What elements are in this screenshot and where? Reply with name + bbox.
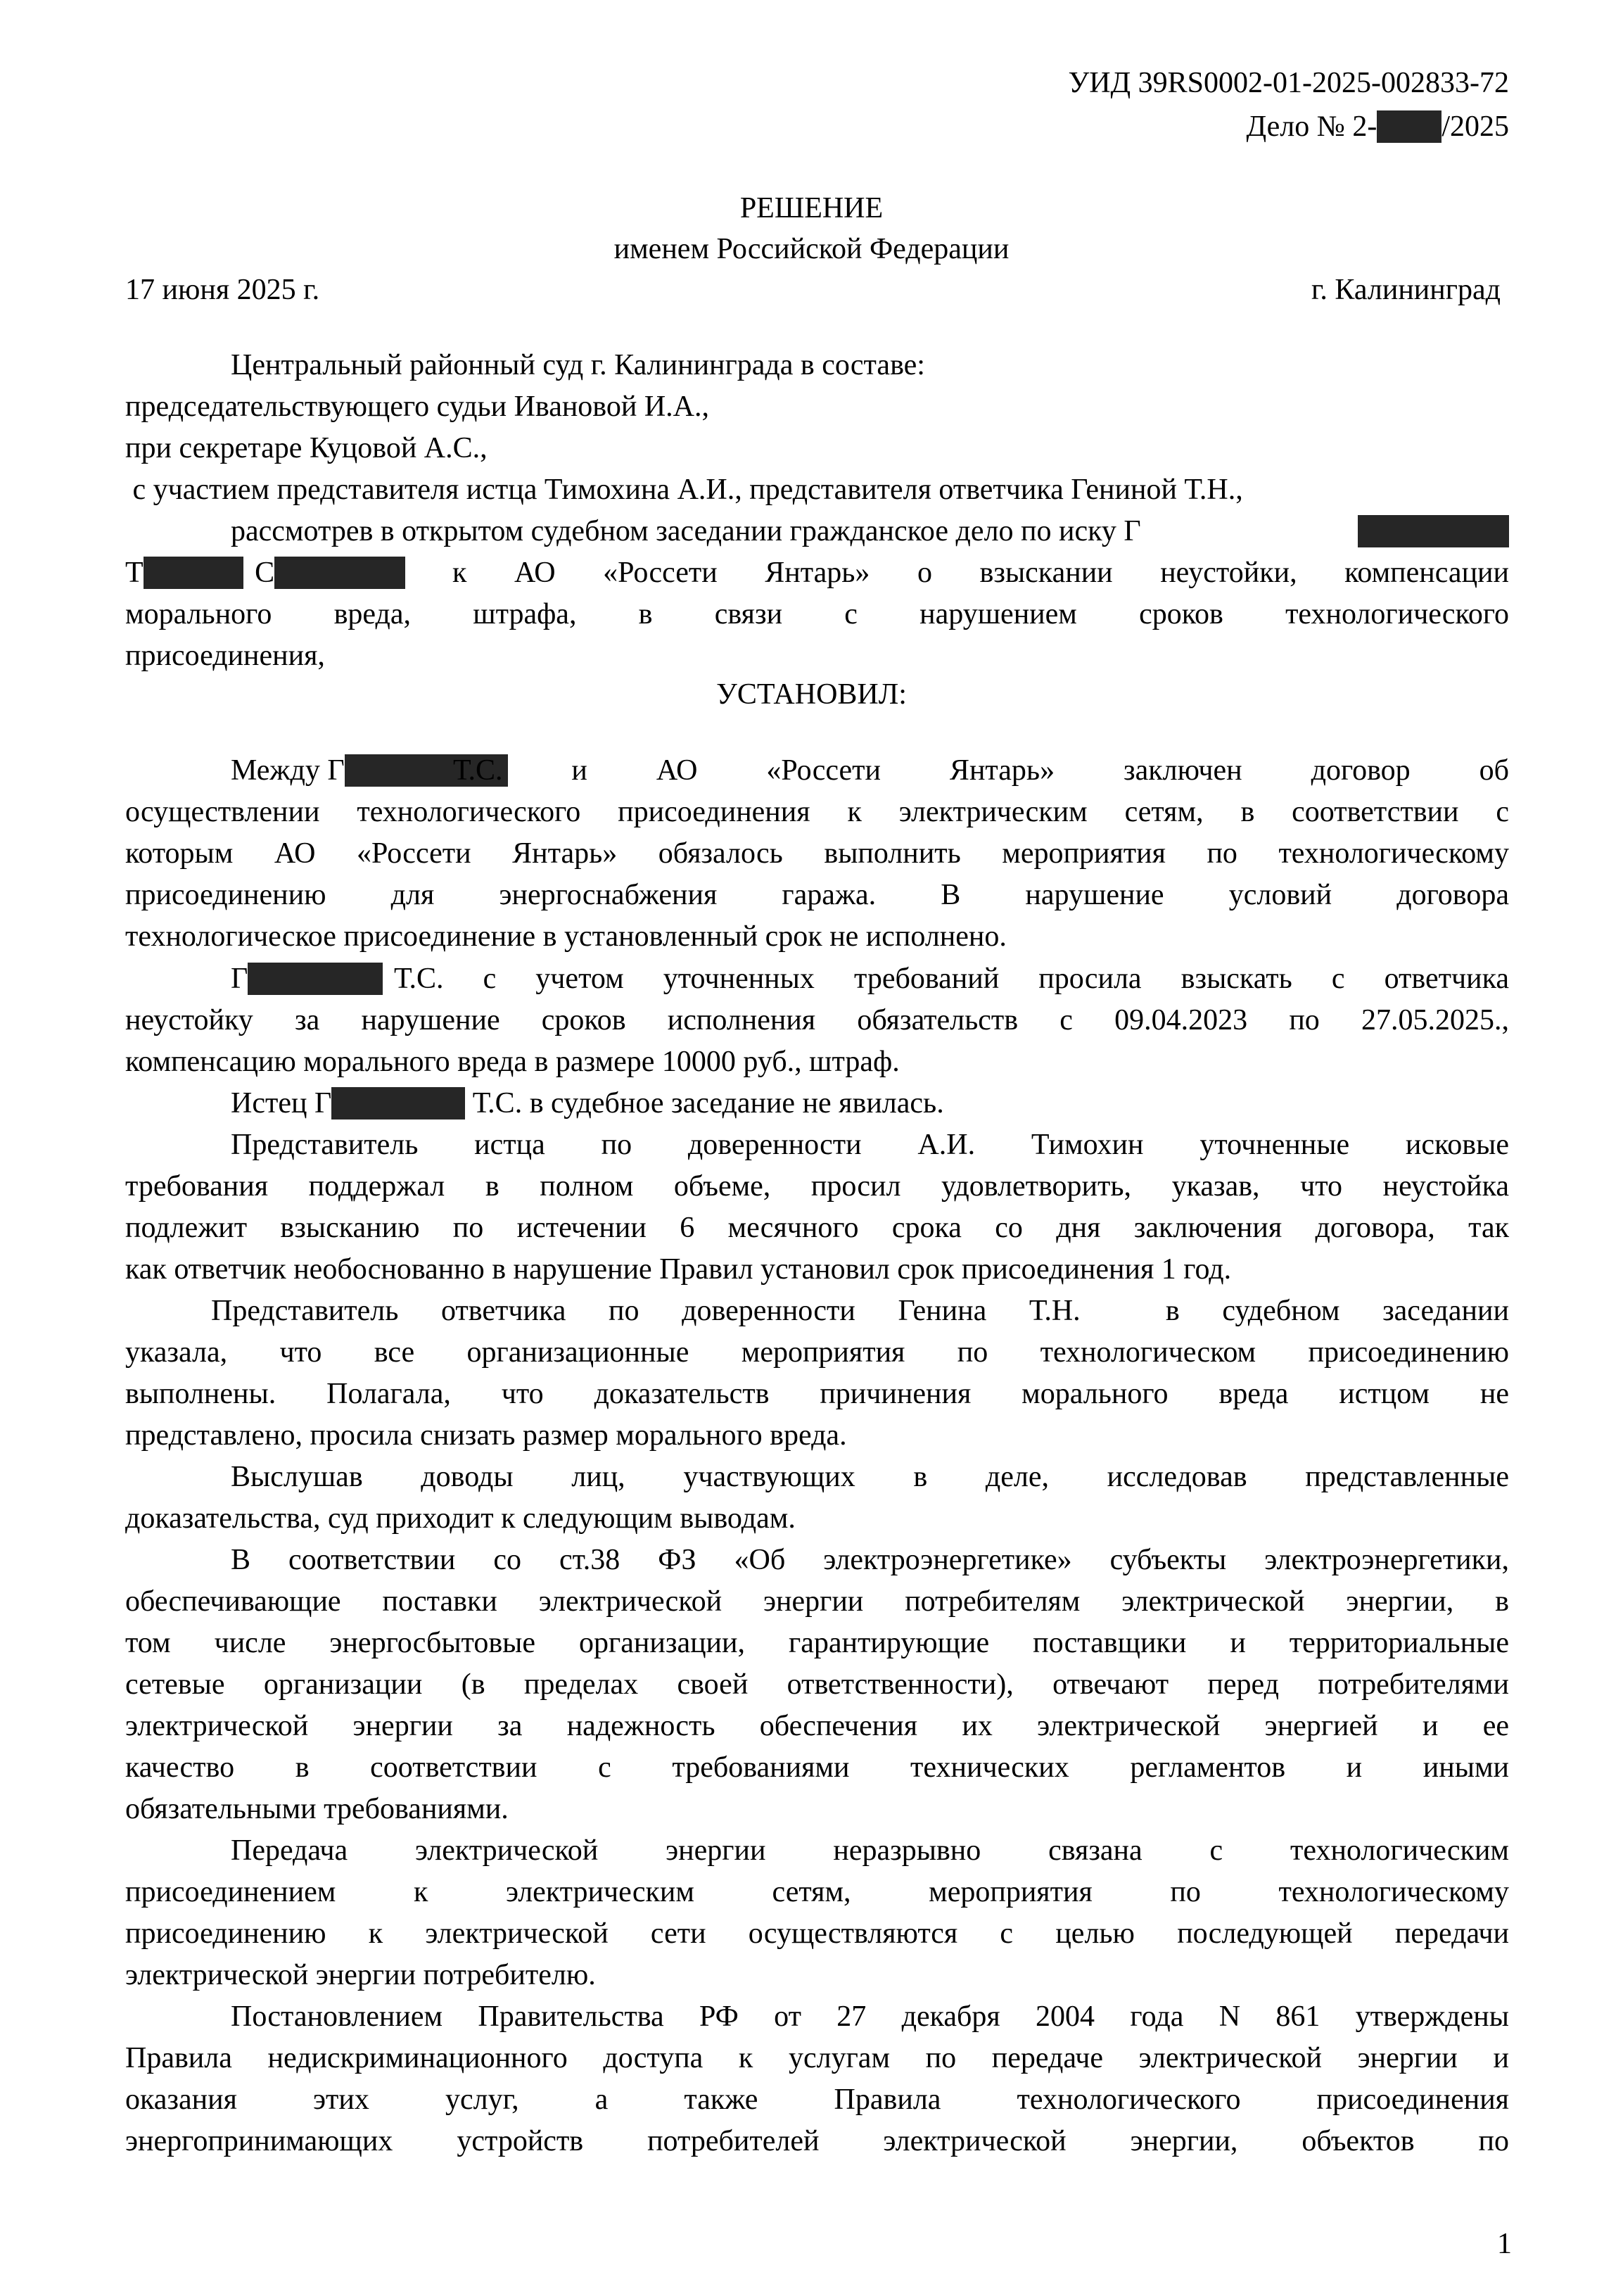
redaction-box — [248, 963, 383, 995]
paragraph-text: Т.С. в судебное заседание не явилась. — [472, 1087, 944, 1120]
redaction-box — [331, 1087, 465, 1120]
paragraph-line — [231, 958, 1509, 999]
paragraph-line: присоединением к электрическим сетям, мероприятия по технологическому — [125, 1876, 1509, 1908]
paragraph-text: Истец Г — [231, 1087, 332, 1120]
paragraph-line: выполнены. Полагала, что доказательств причинения морального вреда истцом не — [125, 1378, 1509, 1410]
paragraph-line: Представитель истца по доверенности А.И. Тимохин уточненные исковые — [231, 1129, 1509, 1161]
paragraph-line: неустойку за нарушение сроков исполнения обязательств с 09.04.2023 по 27.05.2025., — [125, 1004, 1509, 1036]
paragraph-text: Г — [231, 963, 248, 995]
paragraph-line: сетевые организации (в пределах своей ответственности), отвечают перед потребителями — [125, 1668, 1509, 1701]
paragraph-line: Постановлением Правительства РФ от 27 декабря 2004 года N 861 утверждены — [231, 2000, 1509, 2033]
intro-line: морального вреда, штрафа, в связи с нарушением сроков технологического — [125, 598, 1509, 630]
paragraph-line: оказания этих услуг, а также Правила технологического присоединения — [125, 2083, 1509, 2116]
paragraph-line: Представитель ответчика по доверенности Генина Т.Н. в судебном заседании — [211, 1295, 1509, 1327]
paragraph-line: указала, что все организационные мероприятия по технологическом присоединению — [125, 1336, 1509, 1369]
case-number-suffix: /2025 — [1441, 110, 1509, 143]
paragraph-line: как ответчик необоснованно в нарушение Правил установил срок присоединения 1 год. — [125, 1253, 1232, 1286]
intro-line: председательствующего судьи Ивановой И.А., — [125, 391, 709, 423]
case-number-prefix: Дело № 2- — [1246, 110, 1377, 143]
intro-line: Центральный районный суд г. Калининграда в составе: — [231, 349, 925, 381]
intro-text: к АО «Россети Янтарь» о взыскании неустойки, компенсации — [452, 557, 1509, 589]
paragraph-line: компенсацию морального вреда в размере 10000 руб., штраф. — [125, 1046, 900, 1078]
section-heading: УСТАНОВИЛ: — [716, 678, 907, 711]
uid-line: УИД 39RS0002-01-2025-002833-72 — [1068, 67, 1509, 99]
redaction-box — [1377, 110, 1441, 143]
date-city-line — [125, 269, 1509, 310]
decision-subtitle: именем Российской Федерации — [613, 233, 1010, 265]
intro-line — [125, 552, 1509, 593]
paragraph-line: требования поддержал в полном объеме, просил удовлетворить, указав, что неустойка — [125, 1170, 1509, 1203]
paragraph-line: том числе энергосбытовые организации, гарантирующие поставщики и территориальные — [125, 1627, 1509, 1659]
intro-line: присоединения, — [125, 640, 325, 672]
redaction-box — [144, 557, 243, 589]
paragraph-line: присоединению для энергоснабжения гаража. В нарушение условий договора — [125, 879, 1509, 911]
redaction-box — [1358, 515, 1509, 547]
paragraph-text: Между Г — [231, 754, 345, 787]
paragraph-line: осуществлении технологического присоединения к электрическим сетям, в соответствии с — [125, 796, 1509, 828]
paragraph-line: качество в соответствии с требованиями технических регламентов и иными — [125, 1751, 1509, 1784]
redaction-box — [274, 557, 405, 589]
paragraph-line: электрической энергии за надежность обеспечения их электрической энергией и ее — [125, 1710, 1509, 1742]
intro-text: Т — [125, 557, 144, 589]
paragraph-line: технологическое присоединение в установленный срок не исполнено. — [125, 920, 1007, 953]
paragraph-line: Передача электрической энергии неразрывно связана с технологическим — [231, 1834, 1509, 1867]
decision-title: РЕШЕНИЕ — [739, 192, 884, 224]
decision-date: 17 июня 2025 г. — [125, 274, 320, 306]
page-number: 1 — [1497, 2228, 1512, 2260]
paragraph-line: обеспечивающие поставки электрической энергии потребителям электрической энергии, в — [125, 1585, 1509, 1618]
paragraph-line: обязательными требованиями. — [125, 1793, 509, 1825]
intro-text: рассмотрев в открытом судебном заседании гражданское дело по иску Г — [231, 515, 1141, 547]
paragraph-line — [231, 1083, 1509, 1124]
paragraph-line: электрической энергии потребителю. — [125, 1959, 596, 1991]
case-number-line — [1247, 106, 1510, 148]
paragraph-line: представлено, просила снизать размер морального вреда. — [125, 1419, 847, 1452]
paragraph-text: Т.С. с учетом уточненных требований просила взыскать с ответчика — [394, 963, 1509, 995]
paragraph-line: присоединению к электрической сети осуществляются с целью последующей передачи — [125, 1917, 1509, 1950]
intro-text: С — [255, 557, 275, 589]
paragraph-line: Правила недискриминационного доступа к услугам по передаче электрической энергии и — [125, 2042, 1509, 2074]
paragraph-line: энергопринимающих устройств потребителей электрической энергии, объектов по — [125, 2125, 1509, 2157]
paragraph-line — [231, 750, 1509, 791]
paragraph-line: В соответствии со ст.38 ФЗ «Об электроэнергетике» субъекты электроэнергетики, — [231, 1544, 1509, 1576]
intro-line: с участием представителя истца Тимохина А.И., представителя ответчика Гениной Т.Н., — [125, 474, 1243, 506]
intro-line — [231, 511, 1509, 552]
intro-line: при секретаре Куцовой А.С., — [125, 432, 488, 464]
paragraph-line: доказательства, суд приходит к следующим выводам. — [125, 1502, 796, 1535]
paragraph-line: подлежит взысканию по истечении 6 месячного срока со дня заключения договора, так — [125, 1212, 1509, 1244]
decision-city: г. Калининград — [1311, 274, 1501, 306]
paragraph-line: которым АО «Россети Янтарь» обязалось выполнить мероприятия по технологическому — [125, 837, 1509, 870]
paragraph-text: Т.С. и АО «Россети Янтарь» заключен договор об — [453, 754, 1509, 787]
paragraph-line: Выслушав доводы лиц, участвующих в деле, исследовав представленные — [231, 1461, 1509, 1493]
